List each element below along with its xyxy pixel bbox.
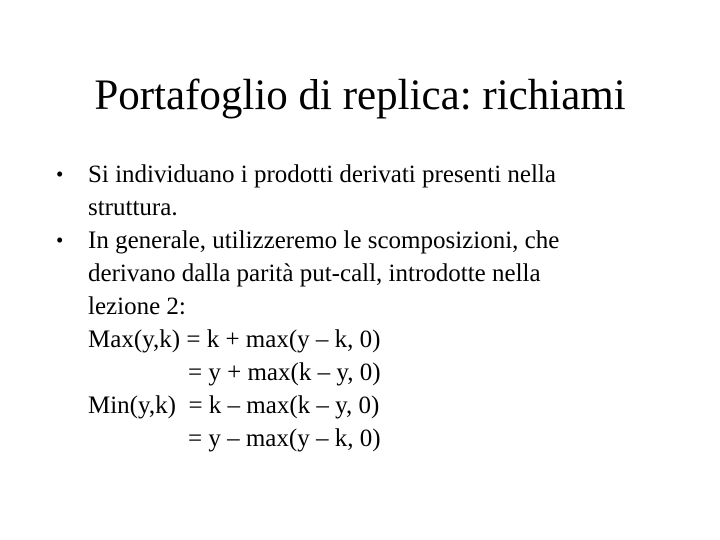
bullet-item-1 [0,158,668,224]
formula-max-line-2: = y + max(k – y, 0) [88,359,381,386]
bullet-2-line-1: In generale, utilizzeremo le scomposizioni, che [88,227,560,254]
bullet-item-2 [0,224,668,455]
formula-min-line-2: = y – max(y – k, 0) [88,425,381,452]
formula-max-line-1: Max(y,k) = k + max(y – k, 0) [88,326,381,353]
slide-body [0,158,720,455]
formula-min-line-1: Min(y,k) = k – max(k – y, 0) [88,392,380,419]
slide-title: Portafoglio di replica: richiami [94,72,626,119]
bullet-1-line-1: Si individuano i prodotti derivati presenti nella [88,161,556,188]
bullet-marker: • [56,162,64,186]
bullet-marker: • [56,228,64,252]
bullet-2-line-3: lezione 2: [88,293,186,320]
bullet-1-line-2: struttura. [88,194,178,221]
bullet-2-line-2: derivano dalla parità put-call, introdotte nella [88,260,541,287]
